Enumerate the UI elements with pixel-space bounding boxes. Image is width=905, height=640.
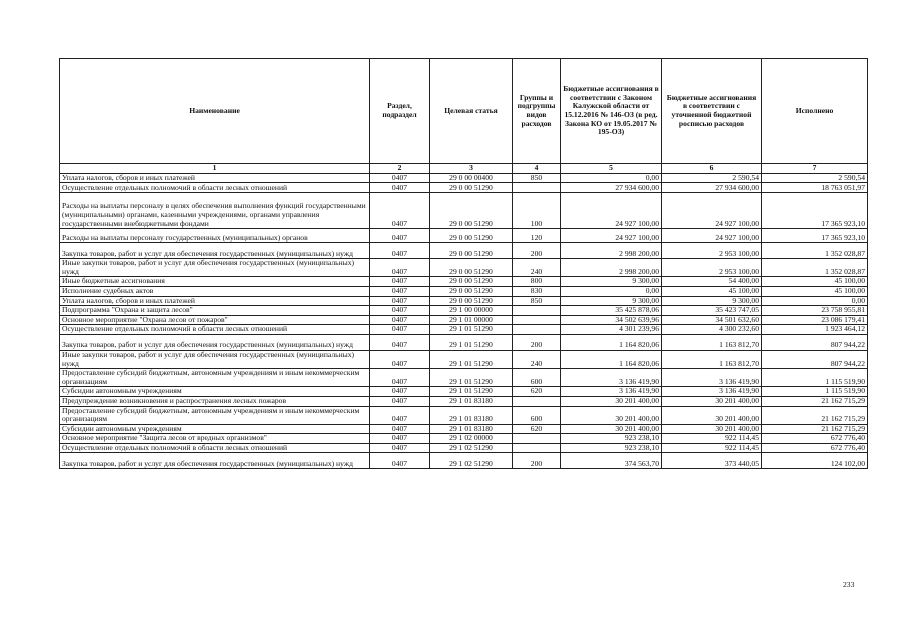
row-section: 0407 xyxy=(370,306,430,316)
row-target: 29 0 00 51290 xyxy=(430,286,513,296)
row-name: Субсидии автономным учреждениям xyxy=(60,424,370,434)
row-group xyxy=(513,315,561,325)
row-target: 29 1 02 51290 xyxy=(430,453,513,469)
row-budget-allocation: 3 136 419,90 xyxy=(662,369,762,387)
row-budget-allocation: 2 953 100,00 xyxy=(662,243,762,259)
row-budget-allocation: 922 114,45 xyxy=(662,443,762,453)
row-section: 0407 xyxy=(370,434,430,444)
row-group xyxy=(513,183,561,193)
row-law-allocation: 9 300,00 xyxy=(561,296,662,306)
row-target: 29 0 00 51290 xyxy=(430,259,513,277)
row-name: Уплата налогов, сборов и иных платежей xyxy=(60,296,370,306)
row-name: Уплата налогов, сборов и иных платежей xyxy=(60,173,370,183)
table-row xyxy=(60,296,868,306)
row-law-allocation: 24 927 100,00 xyxy=(561,193,662,229)
row-section: 0407 xyxy=(370,369,430,387)
table-row xyxy=(60,443,868,453)
column-number: 2 xyxy=(370,164,430,174)
row-budget-allocation: 35 423 747,05 xyxy=(662,306,762,316)
row-budget-allocation: 2 590,54 xyxy=(662,173,762,183)
row-law-allocation: 374 563,70 xyxy=(561,453,662,469)
row-executed: 0,00 xyxy=(762,296,868,306)
header-executed: Исполнено xyxy=(762,59,868,164)
table-row xyxy=(60,183,868,193)
header-row xyxy=(60,59,868,164)
header-section: Раздел, подраздел xyxy=(370,59,430,164)
row-group xyxy=(513,396,561,406)
column-number-row xyxy=(60,164,868,174)
row-executed: 17 365 923,10 xyxy=(762,229,868,243)
row-group: 620 xyxy=(513,424,561,434)
table-row xyxy=(60,453,868,469)
row-budget-allocation: 24 927 100,00 xyxy=(662,193,762,229)
row-group: 620 xyxy=(513,387,561,397)
header-target: Целевая статья xyxy=(430,59,513,164)
table-row xyxy=(60,350,868,368)
header-law-allocations: Бюджетные ассигнования в соответствии с Законом Калужской области от 15.12.2016 № 146-ОЗ (в ред. Закона КО от 19.05.2017 № 195-ОЗ) xyxy=(561,59,662,164)
row-executed: 1 352 028,87 xyxy=(762,259,868,277)
row-group: 850 xyxy=(513,173,561,183)
row-law-allocation: 30 201 400,00 xyxy=(561,424,662,434)
row-name: Закупка товаров, работ и услуг для обеспечения государственных (муниципальных) нужд xyxy=(60,243,370,259)
table-row xyxy=(60,387,868,397)
page-number: 233 xyxy=(843,580,855,589)
table-row xyxy=(60,369,868,387)
row-section: 0407 xyxy=(370,243,430,259)
row-name: Осуществление отдельных полномочий в области лесных отношений xyxy=(60,183,370,193)
row-section: 0407 xyxy=(370,406,430,424)
row-group: 600 xyxy=(513,406,561,424)
table-row xyxy=(60,306,868,316)
row-section: 0407 xyxy=(370,334,430,350)
row-executed: 1 352 028,87 xyxy=(762,243,868,259)
row-group: 600 xyxy=(513,369,561,387)
table-row xyxy=(60,193,868,229)
row-law-allocation: 27 934 600,00 xyxy=(561,183,662,193)
row-group: 800 xyxy=(513,277,561,287)
table-row xyxy=(60,286,868,296)
row-law-allocation: 24 927 100,00 xyxy=(561,229,662,243)
row-name: Подпрограмма "Охрана и защита лесов" xyxy=(60,306,370,316)
row-law-allocation: 3 136 419,90 xyxy=(561,387,662,397)
row-target: 29 0 00 51290 xyxy=(430,296,513,306)
row-section: 0407 xyxy=(370,315,430,325)
table-row xyxy=(60,325,868,335)
row-name: Расходы на выплаты персоналу в целях обеспечения выполнения функций государственными (муниципальными) органами, казенными учреждениями, органами управления государственными внебюджетными фондами xyxy=(60,193,370,229)
row-section: 0407 xyxy=(370,296,430,306)
row-section: 0407 xyxy=(370,229,430,243)
row-law-allocation: 9 300,00 xyxy=(561,277,662,287)
row-budget-allocation: 3 136 419,90 xyxy=(662,387,762,397)
row-section: 0407 xyxy=(370,387,430,397)
table-row xyxy=(60,229,868,243)
row-group: 240 xyxy=(513,350,561,368)
row-group: 120 xyxy=(513,229,561,243)
row-budget-allocation: 922 114,45 xyxy=(662,434,762,444)
row-law-allocation: 0,00 xyxy=(561,286,662,296)
row-law-allocation: 30 201 400,00 xyxy=(561,396,662,406)
row-section: 0407 xyxy=(370,453,430,469)
table-row xyxy=(60,243,868,259)
row-budget-allocation: 373 440,05 xyxy=(662,453,762,469)
row-budget-allocation: 34 501 632,60 xyxy=(662,315,762,325)
row-target: 29 0 00 00400 xyxy=(430,173,513,183)
row-budget-allocation: 30 201 400,00 xyxy=(662,406,762,424)
row-executed: 1 923 464,12 xyxy=(762,325,868,335)
header-group: Группы и подгруппы видов расходов xyxy=(513,59,561,164)
row-budget-allocation: 30 201 400,00 xyxy=(662,396,762,406)
header-name: Наименование xyxy=(60,59,370,164)
row-law-allocation: 2 998 200,00 xyxy=(561,259,662,277)
row-executed: 21 162 715,29 xyxy=(762,406,868,424)
row-executed: 45 100,00 xyxy=(762,277,868,287)
row-budget-allocation: 1 163 812,70 xyxy=(662,334,762,350)
row-name: Расходы на выплаты персоналу государственных (муниципальных) органов xyxy=(60,229,370,243)
table-body xyxy=(60,173,868,469)
row-law-allocation: 0,00 xyxy=(561,173,662,183)
row-name: Осуществление отдельных полномочий в области лесных отношений xyxy=(60,443,370,453)
row-name: Субсидии автономным учреждениям xyxy=(60,387,370,397)
row-section: 0407 xyxy=(370,259,430,277)
row-section: 0407 xyxy=(370,350,430,368)
row-law-allocation: 2 998 200,00 xyxy=(561,243,662,259)
row-group xyxy=(513,434,561,444)
column-number: 1 xyxy=(60,164,370,174)
row-name: Осуществление отдельных полномочий в области лесных отношений xyxy=(60,325,370,335)
table-row xyxy=(60,396,868,406)
row-name: Иные бюджетные ассигнования xyxy=(60,277,370,287)
row-target: 29 0 00 51290 xyxy=(430,229,513,243)
row-law-allocation: 1 164 820,06 xyxy=(561,334,662,350)
row-group xyxy=(513,443,561,453)
row-target: 29 1 01 83180 xyxy=(430,424,513,434)
row-target: 29 0 00 51290 xyxy=(430,183,513,193)
row-executed: 1 115 519,90 xyxy=(762,387,868,397)
row-budget-allocation: 2 953 100,00 xyxy=(662,259,762,277)
row-target: 29 1 01 83180 xyxy=(430,406,513,424)
row-budget-allocation: 30 201 400,00 xyxy=(662,424,762,434)
row-law-allocation: 923 238,10 xyxy=(561,443,662,453)
row-section: 0407 xyxy=(370,325,430,335)
table-row xyxy=(60,406,868,424)
row-section: 0407 xyxy=(370,286,430,296)
row-executed: 23 086 179,41 xyxy=(762,315,868,325)
row-executed: 45 100,00 xyxy=(762,286,868,296)
row-section: 0407 xyxy=(370,277,430,287)
row-target: 29 1 02 51290 xyxy=(430,443,513,453)
column-number: 6 xyxy=(662,164,762,174)
row-group: 240 xyxy=(513,259,561,277)
row-name: Иные закупки товаров, работ и услуг для обеспечения государственных (муниципальных) нужд xyxy=(60,350,370,368)
row-group: 830 xyxy=(513,286,561,296)
row-target: 29 1 01 51290 xyxy=(430,387,513,397)
row-name: Исполнение судебных актов xyxy=(60,286,370,296)
row-target: 29 1 01 51290 xyxy=(430,369,513,387)
row-target: 29 1 00 00000 xyxy=(430,306,513,316)
table-row xyxy=(60,259,868,277)
row-target: 29 0 00 51290 xyxy=(430,277,513,287)
row-target: 29 0 00 51290 xyxy=(430,193,513,229)
row-section: 0407 xyxy=(370,424,430,434)
row-group xyxy=(513,325,561,335)
row-budget-allocation: 54 400,00 xyxy=(662,277,762,287)
row-group xyxy=(513,306,561,316)
row-budget-allocation: 24 927 100,00 xyxy=(662,229,762,243)
row-executed: 672 776,40 xyxy=(762,434,868,444)
row-target: 29 1 01 51290 xyxy=(430,325,513,335)
row-executed: 1 115 519,90 xyxy=(762,369,868,387)
row-executed: 23 758 955,81 xyxy=(762,306,868,316)
header-budget-allocations: Бюджетные ассигнования в соответствии с уточненной бюджетной росписью расходов xyxy=(662,59,762,164)
row-executed: 807 944,22 xyxy=(762,350,868,368)
row-law-allocation: 4 301 239,96 xyxy=(561,325,662,335)
row-section: 0407 xyxy=(370,173,430,183)
row-target: 29 1 02 00000 xyxy=(430,434,513,444)
column-number: 5 xyxy=(561,164,662,174)
row-group: 850 xyxy=(513,296,561,306)
row-law-allocation: 1 164 820,06 xyxy=(561,350,662,368)
row-budget-allocation: 1 163 812,70 xyxy=(662,350,762,368)
column-number: 7 xyxy=(762,164,868,174)
row-target: 29 1 01 51290 xyxy=(430,350,513,368)
row-name: Предоставление субсидий бюджетным, автономным учреждениям и иным некоммерческим организациям xyxy=(60,406,370,424)
table-row xyxy=(60,434,868,444)
row-name: Основное мероприятие "Защита лесов от вредных организмов" xyxy=(60,434,370,444)
budget-table-sheet xyxy=(59,58,867,469)
row-name: Иные закупки товаров, работ и услуг для обеспечения государственных (муниципальных) нужд xyxy=(60,259,370,277)
column-number: 4 xyxy=(513,164,561,174)
row-group: 200 xyxy=(513,334,561,350)
budget-execution-table xyxy=(59,58,868,469)
row-law-allocation: 30 201 400,00 xyxy=(561,406,662,424)
table-row xyxy=(60,277,868,287)
row-name: Закупка товаров, работ и услуг для обеспечения государственных (муниципальных) нужд xyxy=(60,334,370,350)
row-name: Закупка товаров, работ и услуг для обеспечения государственных (муниципальных) нужд xyxy=(60,453,370,469)
row-executed: 21 162 715,29 xyxy=(762,424,868,434)
row-executed: 124 102,00 xyxy=(762,453,868,469)
row-group: 200 xyxy=(513,453,561,469)
row-target: 29 1 01 51290 xyxy=(430,334,513,350)
row-executed: 2 590,54 xyxy=(762,173,868,183)
table-row xyxy=(60,334,868,350)
row-executed: 18 763 051,97 xyxy=(762,183,868,193)
row-budget-allocation: 4 300 232,60 xyxy=(662,325,762,335)
row-law-allocation: 3 136 419,90 xyxy=(561,369,662,387)
row-budget-allocation: 9 300,00 xyxy=(662,296,762,306)
row-name: Предупреждение возникновения и распространения лесных пожаров xyxy=(60,396,370,406)
column-number: 3 xyxy=(430,164,513,174)
row-group: 100 xyxy=(513,193,561,229)
row-section: 0407 xyxy=(370,396,430,406)
row-section: 0407 xyxy=(370,193,430,229)
row-section: 0407 xyxy=(370,443,430,453)
row-section: 0407 xyxy=(370,183,430,193)
table-row xyxy=(60,424,868,434)
row-name: Основное мероприятие "Охрана лесов от пожаров" xyxy=(60,315,370,325)
row-target: 29 0 00 51290 xyxy=(430,243,513,259)
row-executed: 17 365 923,10 xyxy=(762,193,868,229)
table-row xyxy=(60,173,868,183)
row-target: 29 1 01 83180 xyxy=(430,396,513,406)
table-row xyxy=(60,315,868,325)
row-executed: 807 944,22 xyxy=(762,334,868,350)
row-law-allocation: 35 425 878,06 xyxy=(561,306,662,316)
row-name: Предоставление субсидий бюджетным, автономным учреждениям и иным некоммерческим организациям xyxy=(60,369,370,387)
row-executed: 672 776,40 xyxy=(762,443,868,453)
row-target: 29 1 01 00000 xyxy=(430,315,513,325)
row-executed: 21 162 715,29 xyxy=(762,396,868,406)
row-law-allocation: 34 502 639,96 xyxy=(561,315,662,325)
row-budget-allocation: 45 100,00 xyxy=(662,286,762,296)
row-group: 200 xyxy=(513,243,561,259)
row-law-allocation: 923 238,10 xyxy=(561,434,662,444)
row-budget-allocation: 27 934 600,00 xyxy=(662,183,762,193)
